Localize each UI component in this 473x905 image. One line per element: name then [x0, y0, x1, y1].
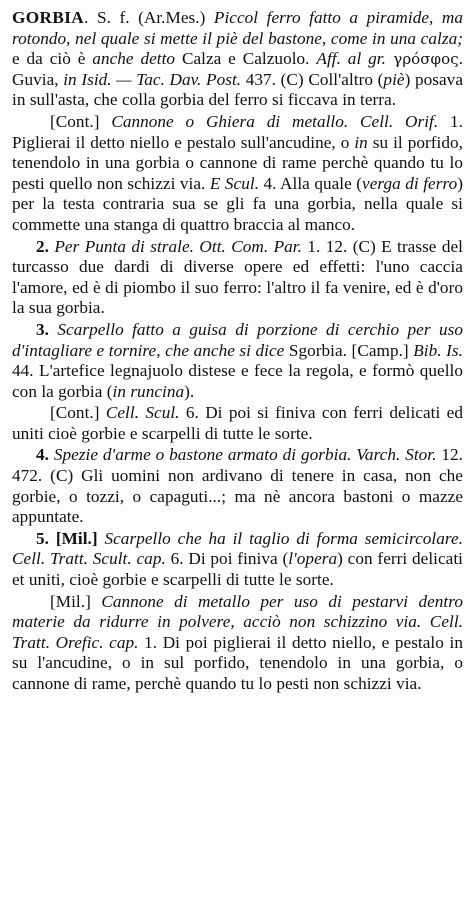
- entry-sense-4: 4. Spezie d'arme o bastone armato di gorbia. Varch. Stor. 12. 472. (C) Gli uomini non ardivano di tenere in casa, non che gorbie, o tozzi, o capaguti...; ma nè ancora bastoni o mazze appuntate.: [12, 445, 463, 527]
- entry-sense-2: 2. Per Punta di strale. Ott. Com. Par. 1. 12. (C) E trasse del turcasso due dardi di diverse opere ed effetti: l'uno caccia l'amore, ed è di piombo il suo ferro: l'altro il fa venire, ed è d'oro la sua gorbia.: [12, 236, 464, 318]
- entry-definition-main: GORBIA. S. f. (Ar.Mes.) Piccol ferro fatto a piramide, ma rotondo, nel quale si mette il piè del bastone, come in una calza; e da ciò è anche detto Calza e Calzuolo. Aff. al gr. γρόσφος. Guvia, in Isid. — Tac. Dav. Post. 437. (C) Coll'altro (piè) posava in sull'asta, che colla gorbia del ferro si ficcava in terra.: [12, 8, 464, 110]
- entry-sense-mil: [Mil.] Cannone di metallo per uso di pestarvi dentro materie da ridurre in polvere, acciò non schizzino via. Cell. Tratt. Orefic. cap. 1. Di poi piglierai il detto niello, e pestalo in su l'ancudine, o in sul porfido, tenendolo in una gorbia, o cannone di rame, perchè quando tu lo pesti non schizzi via.: [12, 591, 463, 693]
- entry-sense-5: 5. [Mil.] Scarpello che ha il taglio di forma semicircolare. Cell. Tratt. Scult. cap. 6. Di poi finiva (l'opera) con ferri delicati et uniti, cioè gorbie e scarpelli di tutte le sorte.: [12, 528, 463, 590]
- entry-sense-3: 3. Scarpello fatto a guisa di porzione di cerchio per uso d'intagliare e tornire, che anche si dice Sgorbia. [Camp.] Bib. Is. 44. L'artefice legnajuolo distese e fece la regola, e formò quello con la gorbia (in runcina).: [12, 319, 463, 401]
- greek-word: γρόσφος: [385, 50, 459, 69]
- entry-headword: GORBIA: [12, 8, 85, 27]
- entry-sense-cont-2: [Cont.] Cell. Scul. 6. Di poi si finiva con ferri delicati ed uniti cioè gorbie e scarpelli di tutte le sorte.: [12, 403, 463, 443]
- entry-sense-cont-1: [Cont.] Cannone o Ghiera di metallo. Cell. Orif. 1. Piglierai il detto niello e pestalo sull'ancudine, o in su il porfido, tenendolo in una gorbia o cannone di rame perchè quando tu lo pesti quello non schizzi via. E Scul. 4. Alla quale (verga di ferro) per la testa contraria sua se gli fa una gorbia, nella quale si commette una stanga di quattro braccia al manco.: [12, 111, 463, 234]
- dictionary-entry-gorbia: [12, 8, 463, 695]
